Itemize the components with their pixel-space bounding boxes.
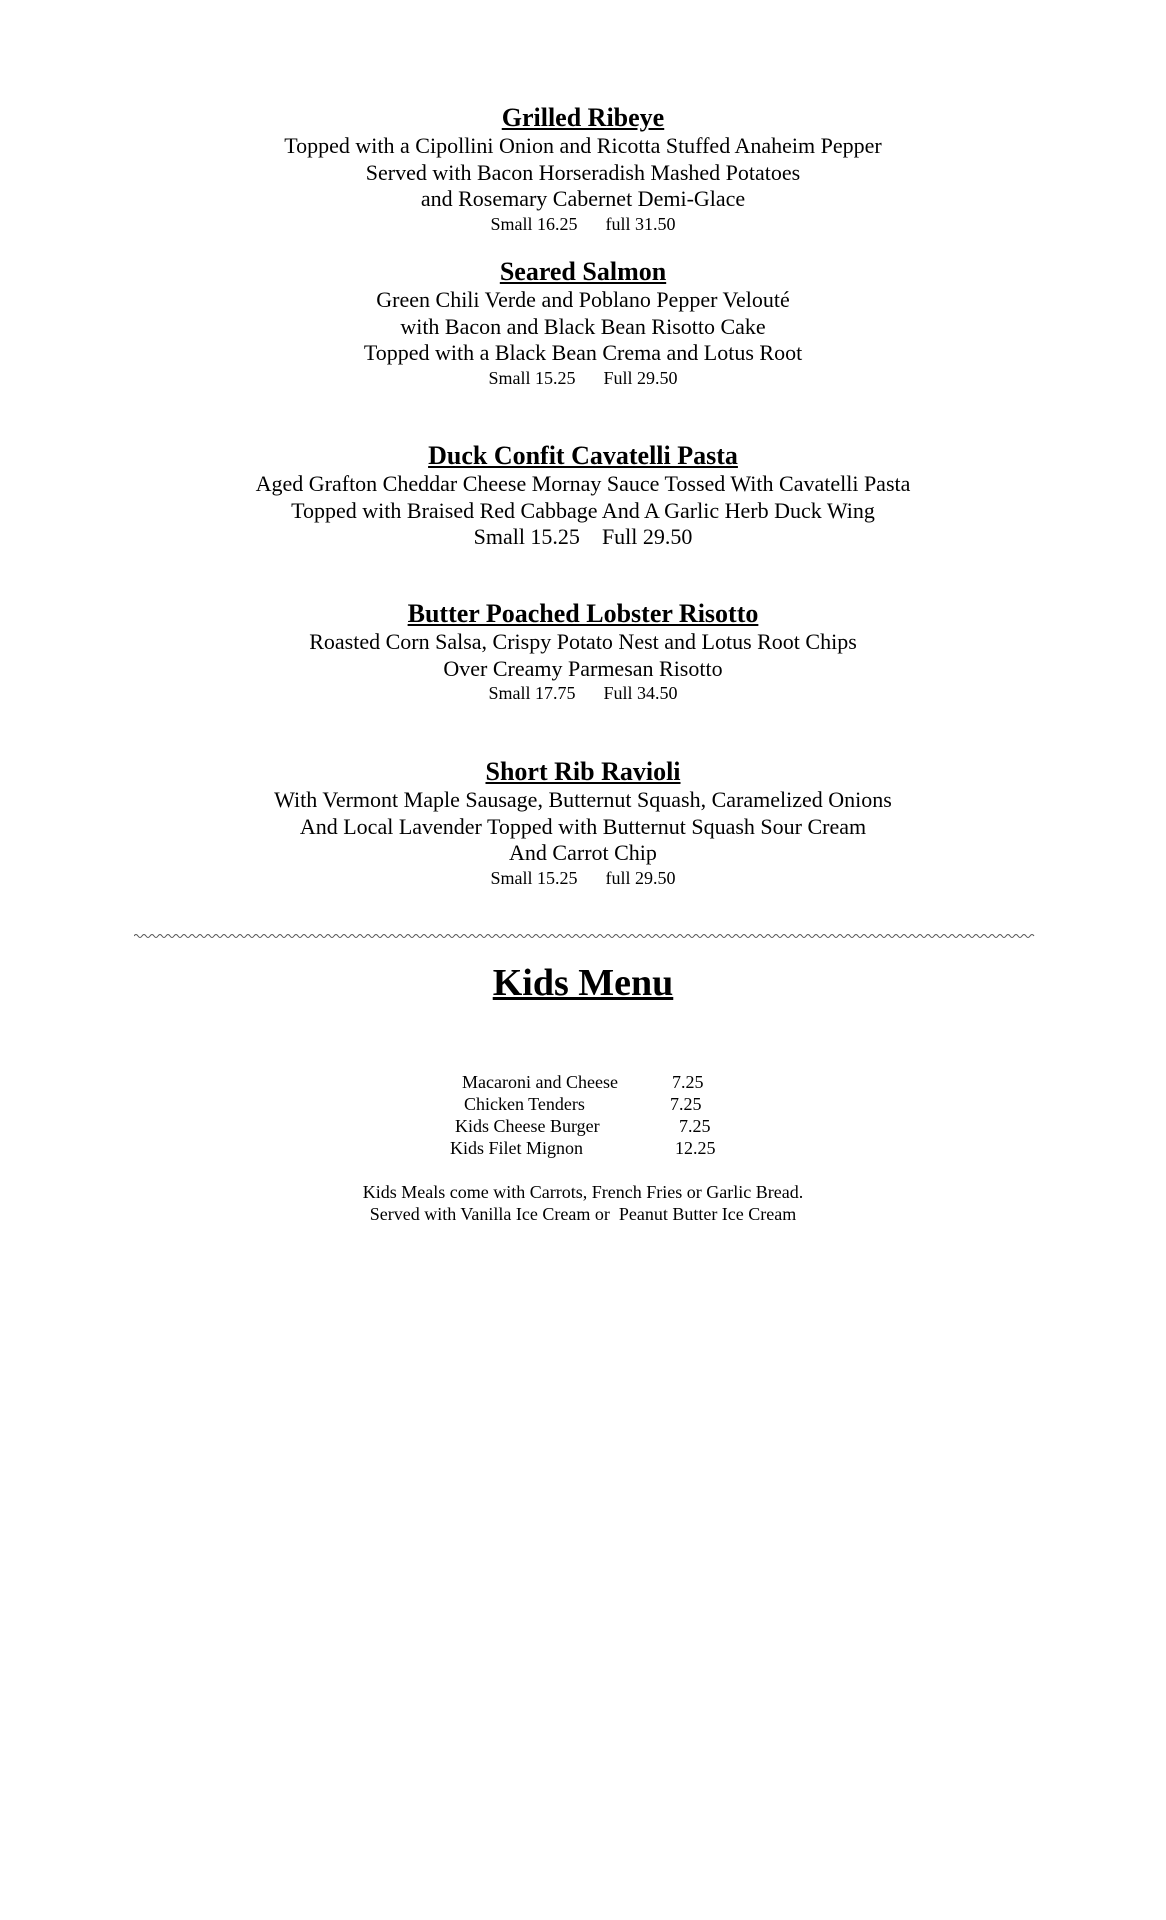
dish-description-line: With Vermont Maple Sausage, Butternut Squash, Caramelized Onions <box>274 787 892 812</box>
kids-menu-item-price <box>670 1093 702 1115</box>
dish-description-line: Served with Bacon Horseradish Mashed Potatoes <box>365 159 801 185</box>
dish-short-rib-ravioli <box>0 757 1166 889</box>
kids-item-name: Kids Filet Mignon <box>450 1138 584 1158</box>
kids-menu-note: Served with Vanilla Ice Cream or Peanut Butter Ice Cream <box>369 1204 797 1224</box>
kids-item-name: Chicken Tenders <box>464 1094 585 1114</box>
kids-item-name: Kids Cheese Burger <box>455 1116 600 1136</box>
kids-menu-item-price <box>672 1071 704 1093</box>
wavy-divider <box>134 931 1036 941</box>
dish-grilled-ribeye <box>0 103 1166 235</box>
kids-menu-item-price <box>675 1137 716 1159</box>
dish-description-line: Roasted Corn Salsa, Crispy Potato Nest and Lotus Root Chips <box>309 629 857 654</box>
wavy-divider-line <box>134 935 1034 938</box>
dish-description-line: Topped with a Cipollini Onion and Ricotta Stuffed Anaheim Pepper <box>284 133 882 158</box>
kids-menu-note: Kids Meals come with Carrots, French Fries or Garlic Bread. <box>362 1182 804 1202</box>
price-small: Small 16.25 <box>490 213 578 234</box>
price-full: Full 34.50 <box>603 683 678 703</box>
dish-title: Grilled Ribeye <box>501 103 665 132</box>
kids-item-price: 7.25 <box>679 1116 711 1136</box>
kids-item-name: Macaroni and Cheese <box>462 1072 618 1092</box>
dish-title: Duck Confit Cavatelli Pasta <box>428 441 738 470</box>
price-small: Small 15.25 <box>488 367 576 388</box>
dish-description-line: and Rosemary Cabernet Demi-Glace <box>420 186 746 211</box>
dish-description-line: Topped with a Black Bean Crema and Lotus Root <box>363 340 803 365</box>
price-full: full 31.50 <box>605 213 676 234</box>
dish-seared-salmon <box>0 257 1166 389</box>
kids-menu-item <box>450 1137 583 1159</box>
price-full: full 29.50 <box>605 867 676 888</box>
price-small: Small 15.25 <box>473 524 580 549</box>
kids-item-price: 12.25 <box>675 1138 716 1158</box>
dish-description-line: Over Creamy Parmesan Risotto <box>443 655 723 681</box>
kids-menu-item-price <box>679 1115 711 1137</box>
dish-description-line: And Local Lavender Topped with Butternut Squash Sour Cream <box>299 813 867 839</box>
dish-prices <box>0 213 1166 235</box>
kids-menu-title: Kids Menu <box>492 962 674 1004</box>
dish-description-line: Aged Grafton Cheddar Cheese Mornay Sauce Tossed With Cavatelli Pasta <box>255 471 911 496</box>
price-small: Small 17.75 <box>488 683 576 703</box>
dish-prices <box>0 367 1166 389</box>
dish-duck-confit-cavatelli-pasta <box>0 441 1166 550</box>
dish-butter-poached-lobster-risotto <box>0 599 1166 704</box>
dish-description-line: Green Chili Verde and Poblano Pepper Velouté <box>376 287 790 312</box>
dish-title: Short Rib Ravioli <box>485 757 681 786</box>
kids-item-price: 7.25 <box>670 1094 702 1114</box>
kids-menu-item <box>464 1093 585 1115</box>
dish-title: Butter Poached Lobster Risotto <box>407 599 759 628</box>
dish-description-line: Topped with Braised Red Cabbage And A Garlic Herb Duck Wing <box>291 497 875 523</box>
price-full: Full 29.50 <box>601 524 693 549</box>
price-small: Small 15.25 <box>490 867 578 888</box>
kids-item-price: 7.25 <box>672 1072 704 1092</box>
price-full: Full 29.50 <box>603 367 678 388</box>
dish-prices <box>0 867 1166 889</box>
dish-prices <box>0 682 1166 704</box>
dish-description-line: And Carrot Chip <box>509 840 657 865</box>
dish-prices <box>0 524 1166 550</box>
kids-menu-item <box>462 1071 618 1093</box>
dish-description-line: with Bacon and Black Bean Risotto Cake <box>400 313 766 339</box>
kids-menu-item <box>455 1115 600 1137</box>
dish-title: Seared Salmon <box>499 257 667 286</box>
